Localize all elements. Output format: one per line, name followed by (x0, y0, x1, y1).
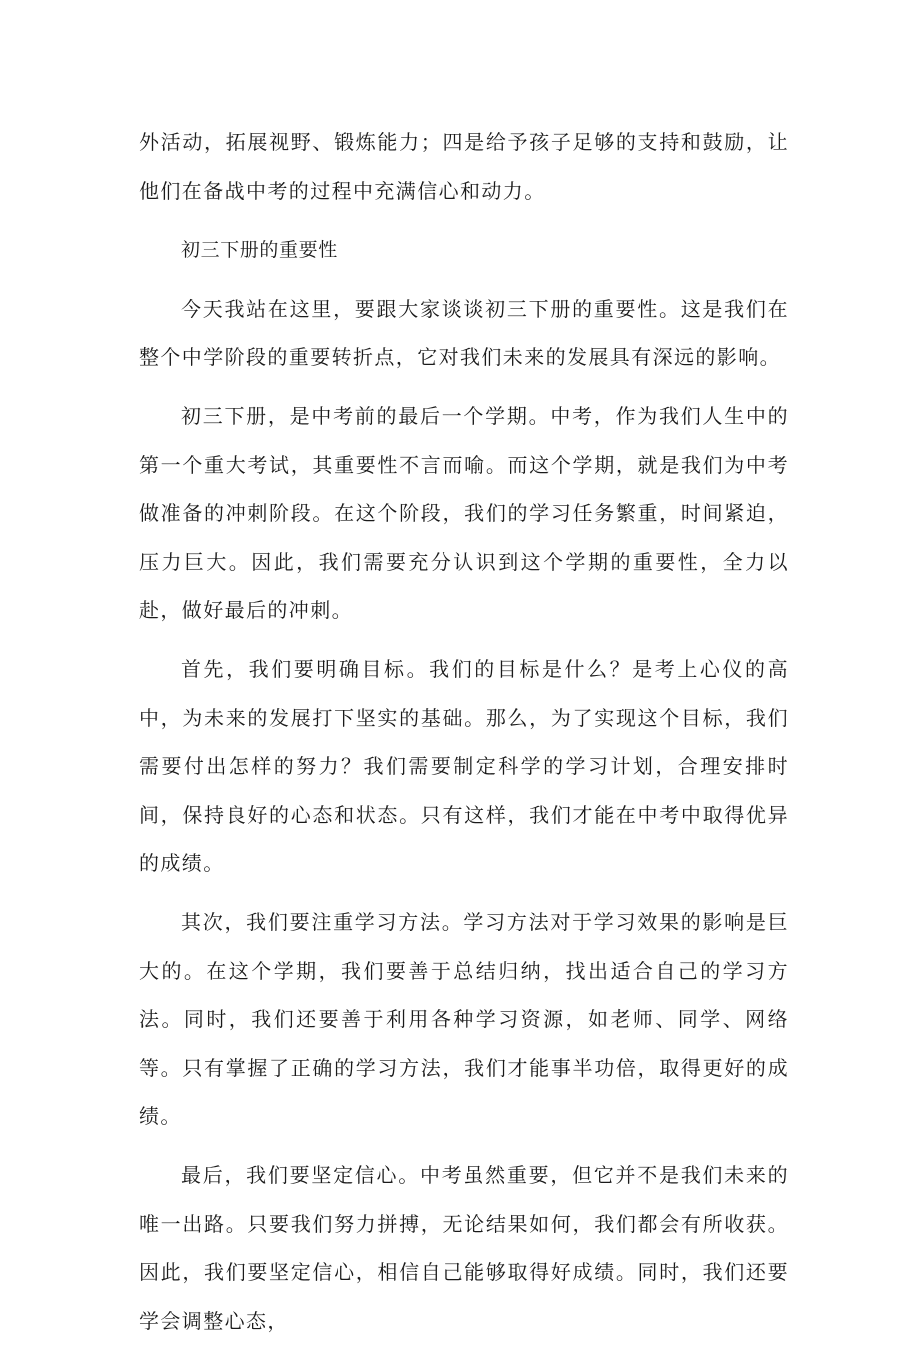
paragraph-semester: 初三下册，是中考前的最后一个学期。中考，作为我们人生中的第一个重大考试，其重要性不言而喻。而这个学期，就是我们为中考做准备的冲刺阶段。在这个阶段，我们的学习任务繁重，时间紧迫，压力巨大。因此，我们需要充分认识到这个学期的重要性，全力以赴，做好最后的冲刺。 (139, 404, 789, 622)
paragraph-goals: 首先，我们要明确目标。我们的目标是什么？是考上心仪的高中，为未来的发展打下坚实的基础。那么，为了实现这个目标，我们需要付出怎样的努力？我们需要制定科学的学习计划，合理安排时间，保持良好的心态和状态。只有这样，我们才能在中考中取得优异的成绩。 (139, 657, 789, 875)
paragraph-intro: 今天我站在这里，要跟大家谈谈初三下册的重要性。这是我们在整个中学阶段的重要转折点，它对我们未来的发展具有深远的影响。 (139, 296, 789, 369)
document-body (139, 118, 789, 1356)
paragraph-methods: 其次，我们要注重学习方法。学习方法对于学习效果的影响是巨大的。在这个学期，我们要善于总结归纳，找出适合自己的学习方法。同时，我们还要善于利用各种学习资源，如老师、同学、网络等。只有掌握了正确的学习方法，我们才能事半功倍，取得更好的成绩。 (139, 910, 789, 1128)
paragraph-confidence: 最后，我们要坚定信心。中考虽然重要，但它并不是我们未来的唯一出路。只要我们努力拼搏，无论结果如何，我们都会有所收获。因此，我们要坚定信心，相信自己能够取得好成绩。同时，我们还要学会调整心态， (139, 1163, 789, 1333)
paragraph-continuation: 外活动，拓展视野、锻炼能力；四是给予孩子足够的支持和鼓励，让他们在备战中考的过程中充满信心和动力。 (139, 130, 789, 203)
section-heading: 初三下册的重要性 (181, 238, 338, 261)
